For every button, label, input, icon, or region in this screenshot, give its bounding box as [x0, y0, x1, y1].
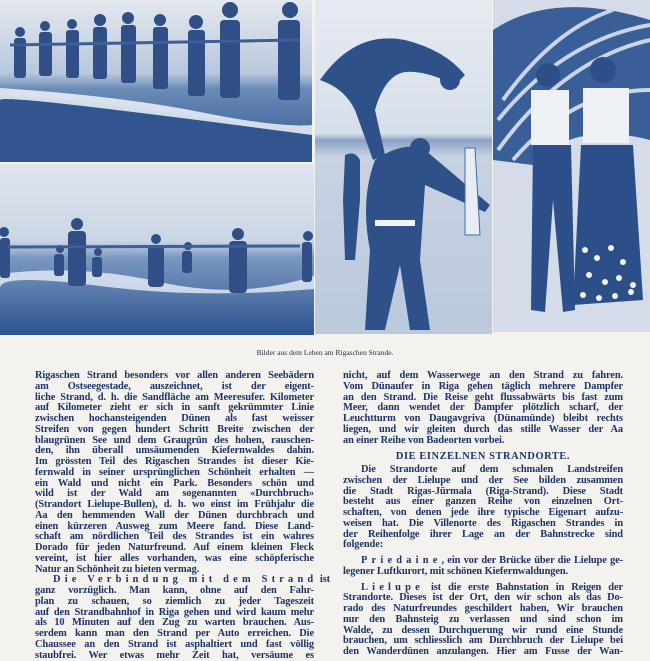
- text-line: weisen hat. Die Villenorte des Rigaschen Strandes in: [343, 519, 623, 530]
- text-line: Rigaschen Strand besonders vor allen anderen Seebädern: [35, 371, 314, 382]
- text-line: auf den Strandbahnhof in Riga gehen und wird kaum mehr: [35, 608, 314, 619]
- text-line: staubfrei. Wer etwas mehr Zeit hat, versäume es: [35, 651, 314, 661]
- text-line: zwischen der Lielupe und der See bilden zusammen: [343, 476, 623, 487]
- text-line: brauchen, um schliesslich am Durchbruch der Lielupe bei: [343, 636, 623, 647]
- paragraph-priedaine: [343, 556, 623, 578]
- text-line: Aa den hemmenden Wall der Dünen durchbrach und: [35, 511, 314, 522]
- text-line: wild ist der Wald am sogenannten «Durchbruch»: [35, 489, 314, 500]
- text-line: den Wanderdünen anzulangen. Hier am Fusse der Wan-: [343, 647, 623, 658]
- text-line: an den Strand. Die Reise geht flussabwärts bis fast zum: [343, 393, 623, 404]
- text-line: den, ihn überall umsäumenden Kiefernwaldes dahin.: [35, 446, 314, 457]
- text-line: einen kürzeren Ausweg zum Meere fand. Diese Land-: [35, 522, 314, 533]
- text-line: am Ostseegestade, auszeichnet, ist der eigent-: [35, 382, 314, 393]
- text-line: Streifen von gegen hundert Schritt Breite zwischen der: [35, 425, 314, 436]
- article-column-left: [35, 371, 314, 661]
- text-line: Strandorte. Dieses ist der Ort, den wir schon als das Do-: [343, 593, 623, 604]
- lielupe-text: ist die erste Bahnstation in Reigen der: [424, 582, 623, 593]
- photo-beach-line-runners: [0, 0, 312, 162]
- text-line: auf Kilometer zieht er sich in sanft gekrümmter Linie: [35, 403, 314, 414]
- paragraph-lielupe: [343, 583, 623, 658]
- text-line: liche Strand, d. h. die Sandfläche am Meeresufer. Kilometer: [35, 393, 314, 404]
- text-line: serdem kann man den Strand per Auto erreichen. Die: [35, 629, 314, 640]
- photo-acrobats-lift: [315, 0, 492, 334]
- article-column-right: [343, 371, 623, 658]
- text-line: Vom Dünaufer in Riga gehen täglich mehrere Dampfer: [343, 382, 623, 393]
- text-line: ganz vorzüglich. Man kann, ohne auf den Fahr-: [35, 586, 314, 597]
- photo-women-under-parasol: [493, 0, 650, 332]
- text-line: als 10 Minuten auf den Zug zu warten brauchen. Aus-: [35, 618, 314, 629]
- photo-caption: Bilder aus dem Leben am Rigaschen Strande.: [0, 348, 650, 357]
- text-line: plan zu schauen, so ziemlich zu jeder Tageszeit: [35, 597, 314, 608]
- paragraph-strandorte: [343, 465, 623, 551]
- text-line: zwischen hochansteigenden Dünen als fast weisser: [35, 414, 314, 425]
- text-line: liegen, und wir gleiten durch das stille Wasser der Aa: [343, 425, 623, 436]
- text-line: rado des Naturfreundes geschildert haben, Wir brauchen: [343, 604, 623, 615]
- spaced-lead-lielupe: Lielupe: [361, 582, 424, 593]
- photo-women-under-parasol-image: [493, 0, 650, 332]
- spaced-lead-priedaine: Priedaine: [361, 555, 442, 566]
- text-line: die Stadt Rigas-Jūrmala (Riga-Strand). Diese Stadt: [343, 487, 623, 498]
- lead-tail: ist: [320, 574, 330, 585]
- text-line: blaugrünen See und dem Graugrün des hohen, rauschen-: [35, 436, 314, 447]
- text-line: Meer, dann wendet der Dampfer plötzlich scharf, der: [343, 403, 623, 414]
- text-line: besteht aus einer ganzen Reihe von einzelnen Ort-: [343, 497, 623, 508]
- text-line: ein Wald und nicht ein Park. Besonders schön und: [35, 479, 314, 490]
- text-line: Chaussee an den Strand ist asphaltiert und fast völlig: [35, 640, 314, 651]
- text-line: Die Strandorte auf dem schmalen Landstreifen: [343, 465, 623, 476]
- text-line: (Strandort Lielupe-Bullen), d. h. wo einst im Frühjahr die: [35, 500, 314, 511]
- photo-acrobats-lift-image: [315, 0, 492, 334]
- text-line: nicht, auf dem Wasserwege an den Strand zu fahren.: [343, 371, 623, 382]
- text-line: vereint, ist hier alles vorhanden, was eine schöpferische: [35, 554, 314, 565]
- text-line: Leuchtturm von Daugavgriva (Dünamünde) bleibt rechts: [343, 414, 623, 425]
- paragraph-wasserwege: [343, 371, 623, 446]
- paragraph-verbindung: [35, 575, 314, 661]
- text-line: legener Luftkurort, mit schönen Kiefernwaldungen.: [343, 567, 623, 578]
- text-line: schaften, von denen jede ihre typische Eigenart aufzu-: [343, 508, 623, 519]
- spaced-lead-verbindung: Die Verbindung mit dem Strand: [53, 574, 317, 585]
- text-line: fernwald in seiner ursprünglichen Schönheit erhalten —: [35, 468, 314, 479]
- text-line: der Reihenfolge ihrer Lage an der Bahnstrecke sind: [343, 530, 623, 541]
- priedaine-text: , ein vor der Brücke über die Lielupe ge-: [442, 555, 623, 566]
- text-line: folgende:: [343, 540, 623, 551]
- text-line: nur den Bahnsteig zu verlassen und sind schon im: [343, 615, 623, 626]
- text-line: Dorado für jeden Naturfreund. Auf einem kleinen Fleck: [35, 543, 314, 554]
- photo-bathers-holding-hands-image: [0, 164, 314, 335]
- section-heading: DIE EINZELNEN STRANDORTE.: [343, 452, 623, 463]
- photo-bathers-holding-hands: [0, 164, 314, 335]
- text-line: an einer Reihe von Badeorten vorbei.: [343, 436, 623, 447]
- text-line: Im grössten Teil des Rigaschen Strandes ist dieser Kie-: [35, 457, 314, 468]
- photo-beach-line-runners-image: [0, 0, 312, 162]
- paragraph-strand-description: [35, 371, 314, 575]
- text-line: Natur an Schönheit zu bieten vermag.: [35, 565, 314, 576]
- text-line: schaft am nördlichen Teil des Strandes ist ein wahres: [35, 532, 314, 543]
- text-line: Walde, zu dessen Durchquerung wir rund eine Stunde: [343, 626, 623, 637]
